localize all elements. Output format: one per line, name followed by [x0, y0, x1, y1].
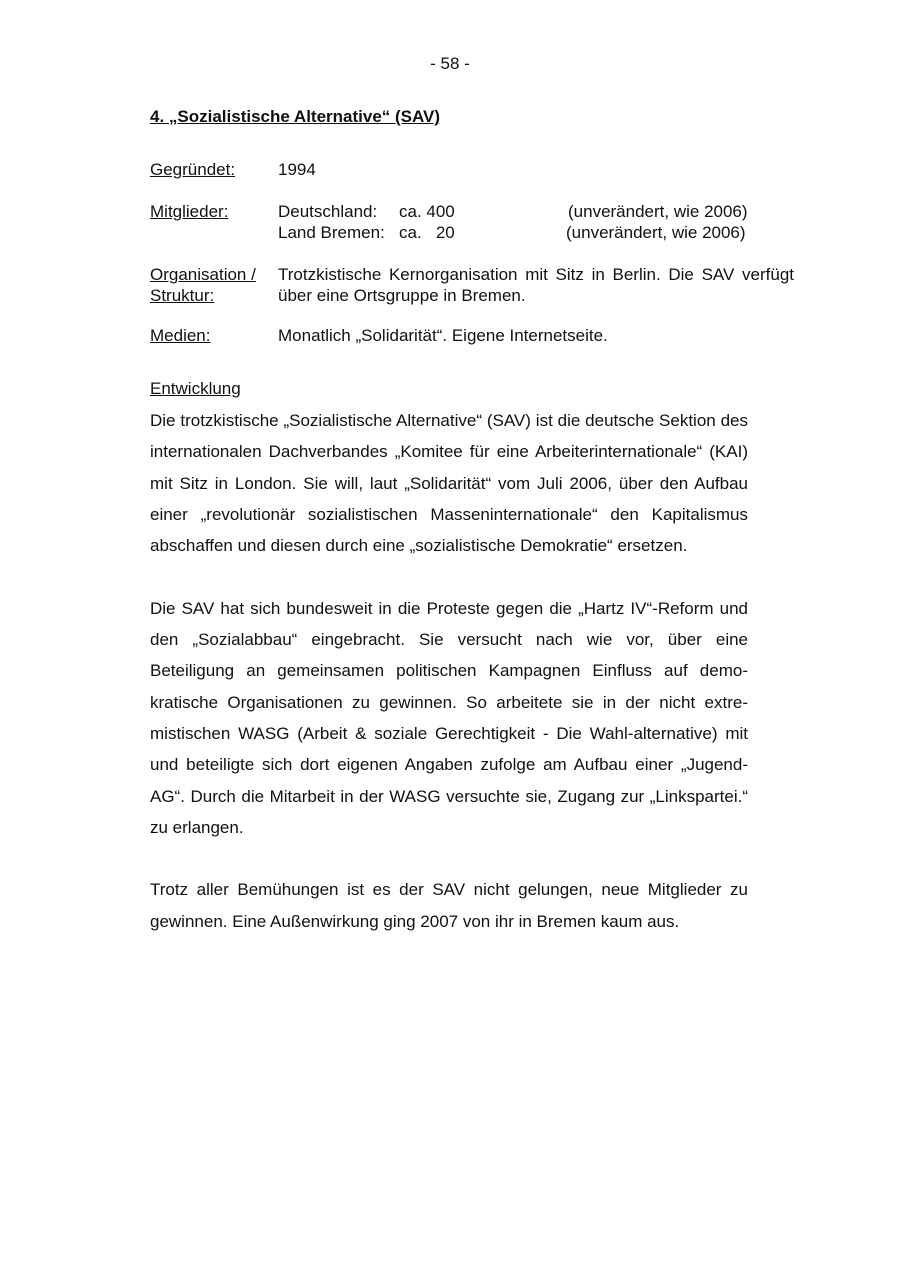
- development-heading: Entwicklung: [150, 379, 241, 398]
- member-row-bremen: [278, 222, 800, 243]
- founded-label: Gegründet:: [150, 160, 236, 179]
- member-row-germany: [278, 201, 800, 222]
- member-region: Deutschland:: [278, 202, 378, 221]
- media-value: Monatlich „Solidarität“. Eigene Internetseite.: [278, 326, 608, 345]
- development-section: [150, 378, 748, 968]
- organisation-label-line1: Organisation /: [150, 265, 256, 284]
- page-number: - 58 -: [430, 54, 470, 73]
- members-value: [278, 201, 800, 243]
- member-count: ca. 400: [399, 202, 455, 221]
- fact-row-media: [150, 325, 800, 346]
- organisation-value: Trotzkistische Kernorganisation mit Sitz in Berlin. Die SAV verfügt über eine Ortsgruppe in Bremen.: [278, 265, 794, 305]
- development-paragraph: Trotz aller Bemühungen ist es der SAV nicht gelungen, neue Mitglieder zu gewinnen. Eine Außenwirkung ging 2007 von ihr in Bremen kaum aus.: [150, 880, 748, 931]
- development-paragraph: Die trotzkistische „Sozialistische Alternative“ (SAV) ist die deutsche Sektion des internationalen Dachverbandes „Komitee für eine Arbeiterinternationale“ (KAI) mit Sitz in London. Sie will, laut „Solidarität“ vom Juli 2006, über den Aufbau einer „revolutionär sozialistischen Masseninternationale“ den Kapitalismus abschaffen und diesen durch eine „sozialistische Demokratie“ ersetzen.: [150, 411, 748, 556]
- organisation-label: [150, 264, 275, 306]
- member-note: (unverändert, wie 2006): [568, 202, 748, 221]
- development-paragraph: Die SAV hat sich bundesweit in die Proteste gegen die „Hartz IV“-Reform und den „Sozialabbau“ eingebracht. Sie versucht nach wie vor, über eine Beteiligung an gemeinsamen politischen Kampagnen Einfluss auf demokratische Organisationen zu gewinnen. So arbeitete sie in der nicht extremistischen WASG (Arbeit & soziale Gerechtigkeit - Die Wahl-alternative) mit und beteiligte sich dort eigenen Angaben zufolge am Aufbau einer „Jugend-AG“. Durch die Mitarbeit in der WASG versuchte sie, Zugang zur „Linkspartei.“ zu erlangen.: [150, 598, 748, 837]
- organisation-label-line2: Struktur:: [150, 286, 215, 305]
- facts-table: [150, 159, 800, 346]
- media-label: Medien:: [150, 326, 211, 345]
- members-label: Mitglieder:: [150, 202, 229, 221]
- fact-row-members: [150, 201, 800, 243]
- fact-row-founded: [150, 159, 800, 180]
- member-region: Land Bremen:: [278, 223, 385, 242]
- fact-row-organisation: [150, 264, 800, 306]
- founded-value: 1994: [278, 160, 316, 179]
- member-count: ca. 20: [399, 223, 455, 242]
- section-title: 4. „Sozialistische Alternative“ (SAV): [150, 107, 441, 126]
- member-note: (unverändert, wie 2006): [566, 223, 746, 242]
